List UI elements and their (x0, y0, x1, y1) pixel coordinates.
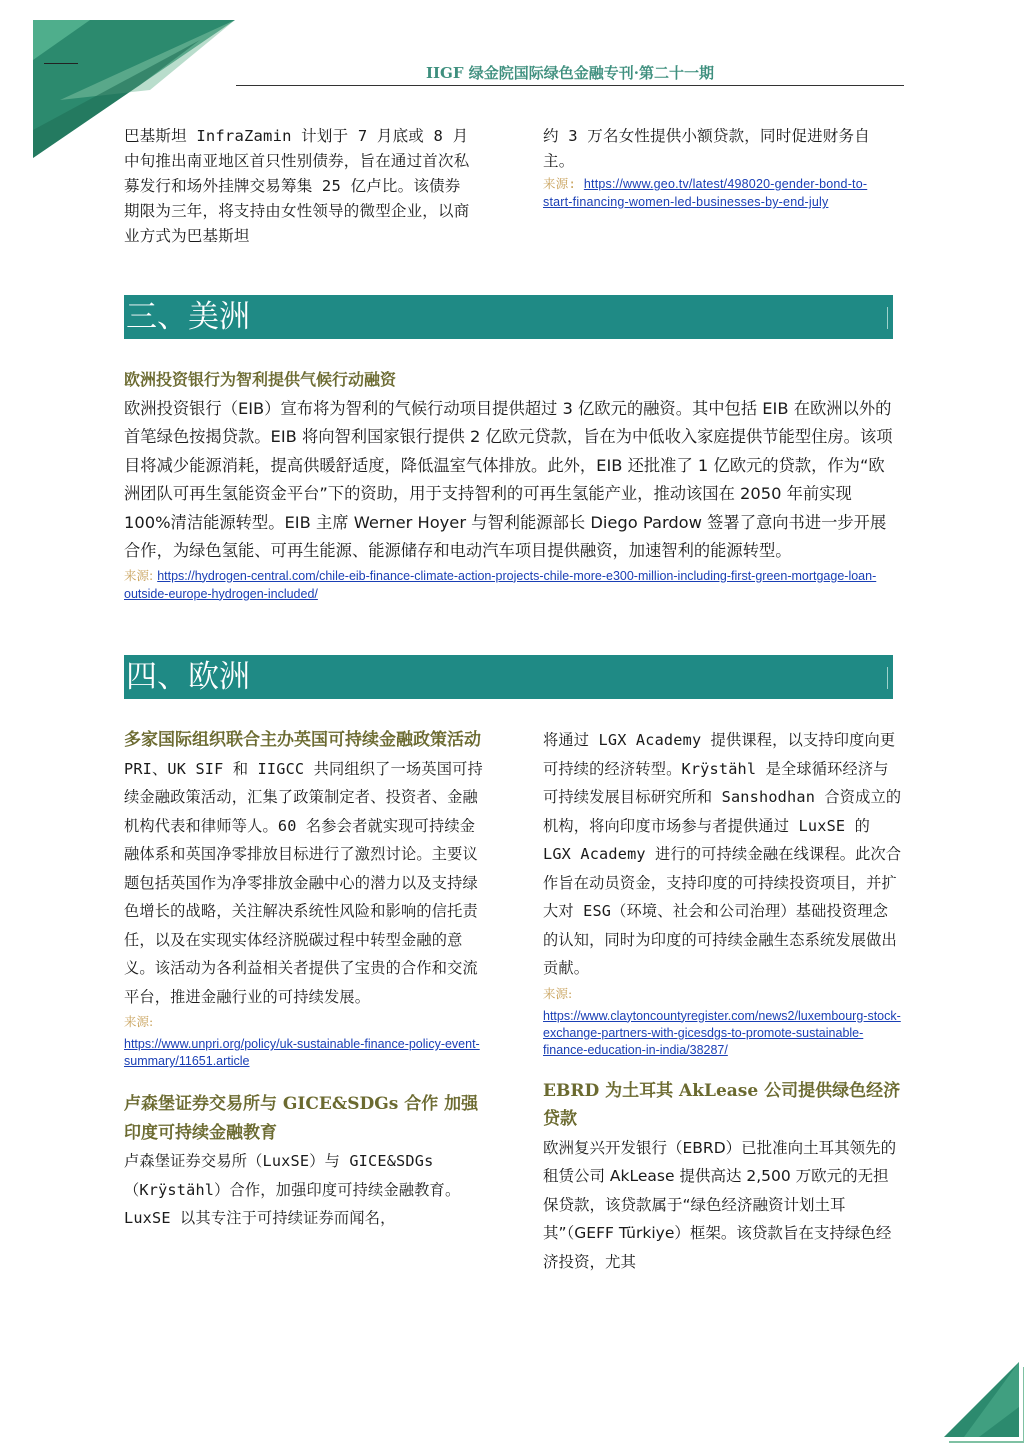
source-label: 来源: (124, 567, 154, 583)
source-label: 来源: (543, 985, 573, 1001)
europe-left-column (124, 726, 486, 1233)
article-title: EBRD 为土耳其 AkLease 公司提供绿色经济贷款 (543, 1080, 901, 1129)
article-body: 欧洲复兴开发银行（EBRD）已批准向土耳其领先的租赁公司 AkLease 提供高达 2,500 万欧元的无担保贷款，该贷款属于“绿色经济融资计划土耳其”（GEFF Türkiye）框架。该贷款旨在支持绿色经济投资，尤其 (543, 1138, 897, 1271)
section-heading-americas (124, 295, 893, 339)
top-left-text (124, 124, 476, 249)
article-title: 欧洲投资银行为智利提供气候行动融资 (124, 370, 397, 389)
corner-decoration-bottom (924, 1337, 1024, 1447)
source-link-hydrogen-central[interactable]: https://hydrogen-central.com/chile-eib-finance-climate-action-projects-chile-more-e300-million-including-first-green-mortgage-loan-outside-europe-hydrogen-included/ (124, 568, 877, 601)
article-title: 多家国际组织联合主办英国可持续金融政策活动 (124, 730, 481, 750)
page-header-title: IIGF 绿金院国际绿色金融专刊·第二十一期 (426, 64, 714, 82)
europe-right-column (543, 726, 903, 1276)
article-eib-chile (124, 366, 894, 603)
article-body-cont: 将通过 LGX Academy 提供课程，以支持印度向更可持续的经济转型。Krÿstähl 是全球循环经济与可持续发展目标研究所和 Sanshodhan 合资成立的机构，将向印度市场参与者提供通过 LuxSE 的 LGX Academy 进行的可持续金融在线课程。此次合作旨在动员资金，支持印度的可持续投资项目，并扩大对 ESG（环境、社会和公司治理）基础投资理念的认知，同时为印度的可持续金融生态系统发展做出贡献。 (543, 731, 902, 977)
top-right-text (543, 124, 891, 211)
section-heading-tick (887, 667, 888, 689)
section-heading-text: 三、美洲 (126, 299, 250, 335)
section-heading-europe (124, 655, 893, 699)
source-link-claytoncounty[interactable]: https://www.claytoncountyregister.com/news2/luxembourg-stock-exchange-partners-with-gicesdgs-to-promote-sustainable-finance-education-in-india/38287/ (543, 1008, 901, 1057)
pakistan-bond-paragraph-cont: 约 3 万名女性提供小额贷款，同时促进财务自主。 (543, 127, 870, 170)
section-heading-tick (887, 307, 888, 329)
source-label: 来源: (543, 176, 577, 191)
source-link-geo[interactable]: https://www.geo.tv/latest/498020-gender-bond-to-start-financing-women-led-businesses-by-end-july (543, 177, 868, 209)
article-body: 卢森堡证券交易所（LuxSE）与 GICE&SDGs（Krÿstähl）合作，加强印度可持续金融教育。LuxSE 以其专注于可持续证券而闻名， (124, 1152, 461, 1227)
source-link-unpri[interactable]: https://www.unpri.org/policy/uk-sustainable-finance-policy-event-summary/11651.article (124, 1037, 480, 1068)
article-body: 欧洲投资银行（EIB）宣布将为智利的气候行动项目提供超过 3 亿欧元的融资。其中包括 EIB 在欧洲以外的首笔绿色按揭贷款。EIB 将向智利国家银行提供 2 亿欧元贷款，旨在为中低收入家庭提供节能型住房。该项目将减少能源消耗，提高供暖舒适度，降低温室气体排放。此外，EIB 还批准了 1 亿欧元的贷款，作为“欧洲团队可再生氢能资金平台”下的资助，用于支持智利的可再生氢能产业，推动该国在 2050 年前实现 100%清洁能源转型。EIB 主席 Werner Hoyer 与智利能源部长 Diego Pardow 签署了意向书进一步开展合作，为绿色氢能、可再生能源、能源储存和电动汽车项目提供融资，加速智利的能源转型。 (124, 398, 893, 560)
pakistan-bond-paragraph: 巴基斯坦 InfraZamin 计划于 7 月底或 8 月中旬推出南亚地区首只性别债券，旨在通过首次私募发行和场外挂牌交易筹集 25 亿卢比。该债券期限为三年，将支持由女性领导的微型企业，以商业方式为巴基斯坦 (124, 127, 470, 245)
article-title: 卢森堡证券交易所与 GICE&SDGs 合作 加强印度可持续金融教育 (124, 1094, 479, 1143)
header-rule (236, 85, 904, 86)
article-body: PRI、UK SIF 和 IIGCC 共同组织了一场英国可持续金融政策活动，汇集了政策制定者、投资者、金融机构代表和律师等人。60 名参会者就实现可持续金融体系和英国净零排放目标进行了激烈讨论。主要议题包括英国作为净零排放金融中心的潜力以及支持绿色增长的战略，关注解决系统性风险和影响的信托责任，以及在实现实体经济脱碳过程中转型金融的意义。该活动为各利益相关者提供了宝贵的合作和交流平台，推进金融行业的可持续发展。 (124, 759, 483, 1006)
header-dash (44, 63, 78, 64)
source-label: 来源: (124, 1014, 154, 1029)
section-heading-text: 四、欧洲 (126, 659, 250, 695)
